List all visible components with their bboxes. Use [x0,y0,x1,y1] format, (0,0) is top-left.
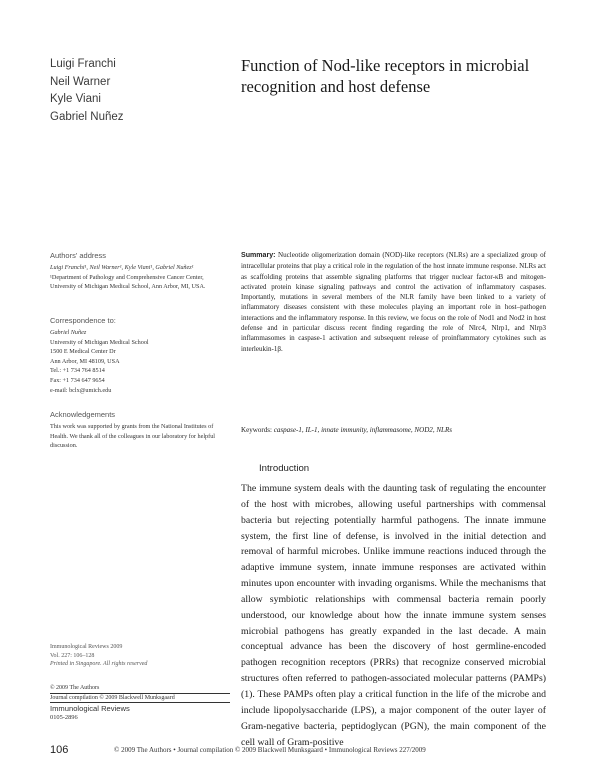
correspondence-name: Gabriel Nuñez [50,329,87,336]
acknowledgements-text: This work was supported by grants from the National Institutes of Health. We thank all of the colleagues in our laboratory for helpful discussion. [50,423,216,450]
acknowledgements-heading: Acknowledgements [50,410,116,419]
introduction-paragraph: The immune system deals with the daunting task of regulating the encounter of the host with microbes, allowing useful partnerships with commensal bacteria but rejecting potentially harmful pathogens. The innate immune system, the first line of defense, is involved in the initial detection and removal of harmful microbes. Unlike immune reactions induced through the adaptive immune system, innate immune responses are activated within minutes upon encounter with invading organisms. While the mechanisms that allow symbiotic relationships with commensal bacteria remain poorly understood, our knowledge about how the innate immune system senses microbial pathogens has greatly expanded in the last decade. A main conceptual advance has been the discovery of host germline-encoded pathogen recognition receptors (PRRs) that recognize conserved microbial structures often referred to pathogen-associated molecular patterns (PAMPs) (1). These PAMPs often play a critical function in the life of the microbe and include lipopolysaccharide (LPS), a major component of the outer layer of Gram-negative bacteria, peptidoglycan (PGN), the main component of the cell wall of Gram-positive [241,483,546,748]
correspondence-heading: Correspondence to: [50,316,116,325]
copyright-block [50,684,230,723]
page-number: 106 [50,744,69,756]
correspondence-line: Ann Arbor, MI 48109, USA [50,357,120,365]
article-title: Function of Nod-like receptors in microbial recognition and host defense [241,56,530,96]
acknowledgements-block [50,410,228,451]
author-list [50,56,124,126]
author-name: Neil Warner [50,75,111,88]
correspondence-line: Tel.: +1 734 764 8514 [50,367,105,375]
summary-paragraph [241,250,546,354]
correspondence-line: Fax: +1 734 647 9654 [50,376,105,384]
copyright-authors: © 2009 The Authors [50,685,100,691]
keywords-label: Keywords: [241,426,272,434]
authors-address-names: Luigi Franchi¹, Neil Warner¹, Kyle Viani¹, Gabriel Nuñez¹ [50,264,194,271]
authors-address-affiliation: ¹Department of Pathology and Comprehensive Cancer Center, University of Michigan Medical School, Ann Arbor, MI, USA. [50,273,206,291]
introduction-body [241,481,546,750]
journal-name: Immunological Reviews 2009 [50,644,123,650]
introduction-heading: Introduction [259,463,310,474]
journal-volume: Vol. 227: 106–128 [50,652,95,659]
keywords-line [241,425,546,435]
journal-info-block [50,643,230,669]
authors-address-heading: Authors' address [50,251,107,260]
copyright-journal: Immunological Reviews [50,702,230,714]
author-name: Luigi Franchi [50,58,116,70]
summary-label: Summary: [241,252,276,259]
correspondence-email[interactable]: e-mail: bclx@umich.edu [50,386,112,394]
journal-printed: Printed in Singapore. All rights reserved [50,661,148,668]
correspondence-block [50,316,228,395]
author-name: Gabriel Nuñez [50,110,124,123]
summary-text: Nucleotide oligomerization domain (NOD)-like receptors (NLRs) are a specialized group of intracellular proteins that play a critical role in the regulation of the host innate immune response. NLRs act as scaffolding proteins that assemble signaling platforms that trigger nuclear factor-κB and mitogen-activated protein kinase signaling pathways and control the activation of inflammatory caspases. Importantly, mutations in several members of the NLR family have been linked to a variety of inflammatory diseases consistent with these molecules playing an important role in host–pathogen interactions and the inflammatory response. In this review, we focus on the role of Nod1 and Nod2 in host defense and in particular discuss recent finding regarding the role of Nlrc4, Nlrp1, and Nlrp3 inflammasomes in caspase-1 activation and subsequent release of proinflammatory cytokines such as interleukin-1β. [241,251,547,353]
correspondence-line: 1500 E Medical Center Dr [50,348,116,356]
correspondence-line: University of Michigan Medical School [50,338,149,346]
page-footer: © 2009 The Authors • Journal compilation © 2009 Blackwell Munksgaard • Immunological Reviews 227/2009 [114,746,426,754]
copyright-compilation: Journal compilation © 2009 Blackwell Munksgaard [50,693,230,703]
author-name: Kyle Viani [50,93,101,105]
keywords-values: caspase-1, IL-1, innate immunity, inflammasome, NOD2, NLRs [273,426,453,434]
issn: 0105-2896 [50,714,78,722]
authors-address-block [50,251,228,292]
